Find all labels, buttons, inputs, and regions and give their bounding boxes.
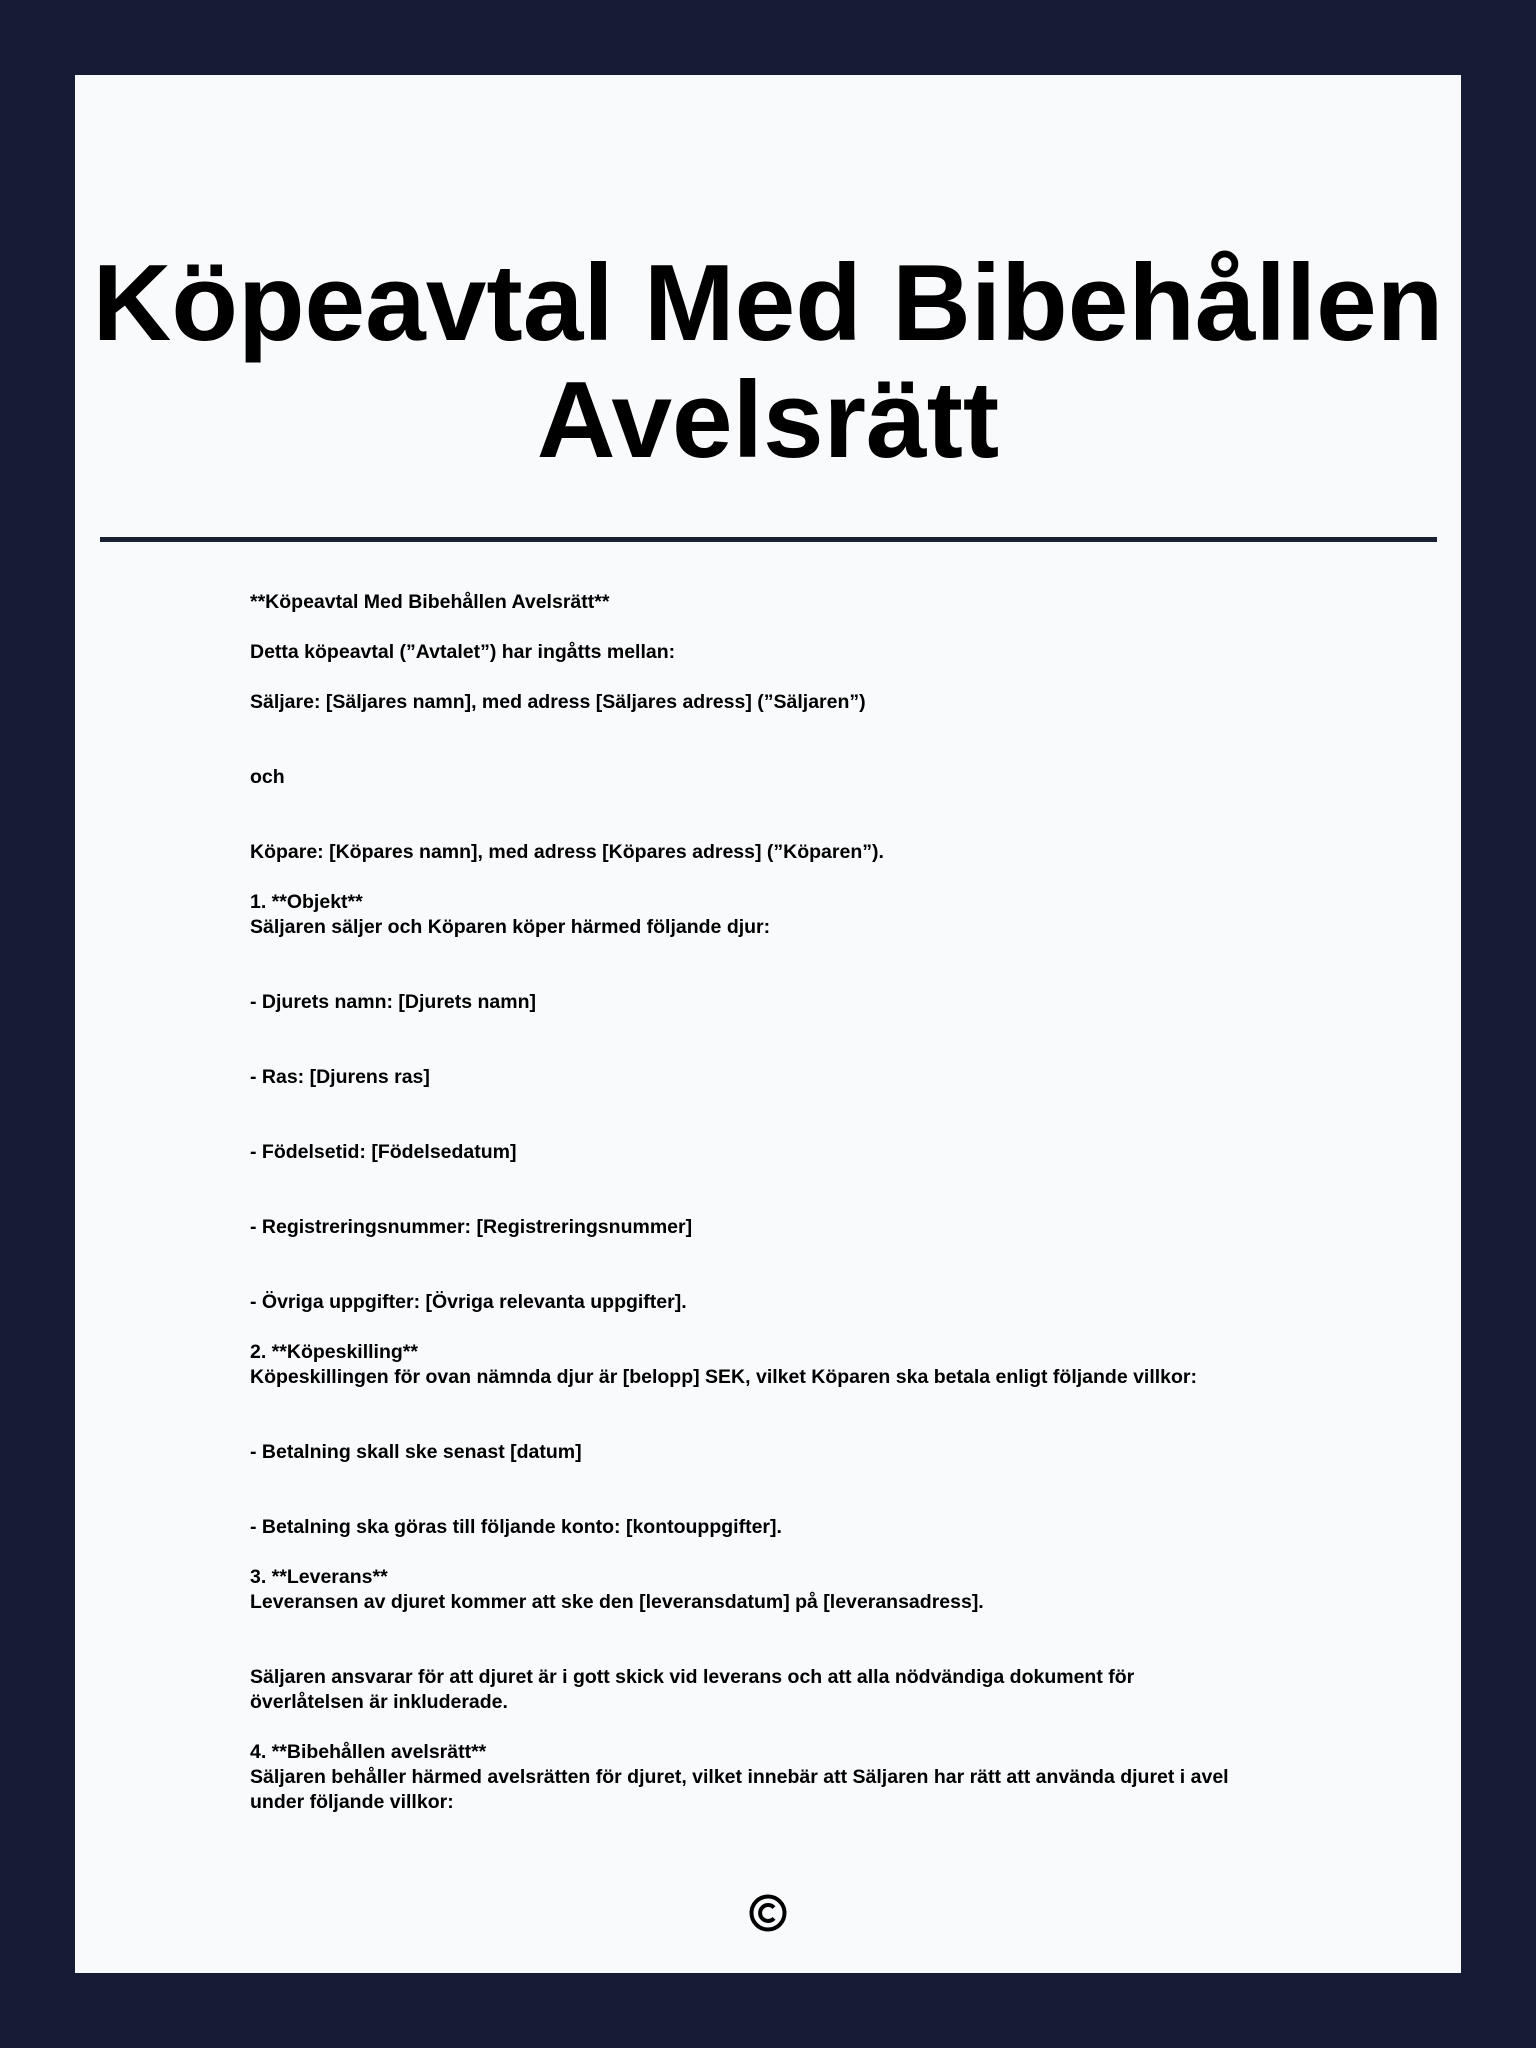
section-2-text: Köpeskillingen för ovan nämnda djur är [belopp] SEK, vilket Köparen ska betala enligt följande villkor:	[250, 1366, 1198, 1388]
section-1-text: Säljaren säljer och Köparen köper härmed följande djur:	[250, 916, 771, 938]
document-title: Köpeavtal Med Bibehållen Avelsrätt	[92, 242, 1444, 481]
title-divider	[100, 537, 1437, 542]
section-4-heading: 4. **Bibehållen avelsrätt**	[250, 1741, 487, 1763]
list-item: - Betalning ska göras till följande konto: [kontouppgifter].	[250, 1516, 782, 1538]
list-item: - Registreringsnummer: [Registreringsnummer]	[250, 1216, 693, 1238]
page-footer	[75, 1893, 1461, 1938]
heading-line: **Köpeavtal Med Bibehållen Avelsrätt**	[250, 591, 610, 613]
section-3-paragraph: överlåtelsen är inkluderade.	[250, 1691, 508, 1713]
list-item: - Djurets namn: [Djurets namn]	[250, 991, 537, 1013]
section-2-heading: 2. **Köpeskilling**	[250, 1341, 418, 1363]
section-3-paragraph: Säljaren ansvarar för att djuret är i gott skick vid leverans och att alla nödvändiga dokument för	[250, 1666, 1135, 1688]
list-item: - Betalning skall ske senast [datum]	[250, 1441, 582, 1463]
document-page	[75, 75, 1461, 1973]
intro-line: Detta köpeavtal (”Avtalet”) har ingåtts mellan:	[250, 641, 676, 663]
list-item: - Ras: [Djurens ras]	[250, 1066, 430, 1088]
copyright-icon	[748, 1893, 788, 1933]
list-item: - Övriga uppgifter: [Övriga relevanta uppgifter].	[250, 1291, 687, 1313]
section-1-heading: 1. **Objekt**	[250, 891, 363, 913]
and-line: och	[250, 766, 285, 788]
list-item: - Födelsetid: [Födelsedatum]	[250, 1141, 517, 1163]
buyer-line: Köpare: [Köpares namn], med adress [Köpares adress] (”Köparen”).	[250, 841, 884, 863]
seller-line: Säljare: [Säljares namn], med adress [Säljares adress] (”Säljaren”)	[250, 691, 866, 713]
section-3-text: Leveransen av djuret kommer att ske den [leveransdatum] på [leveransadress].	[250, 1591, 984, 1613]
section-3-heading: 3. **Leverans**	[250, 1566, 388, 1588]
section-4-text: Säljaren behåller härmed avelsrätten för djuret, vilket innebär att Säljaren har rätt att använda djuret i avel	[250, 1766, 1229, 1788]
section-4-text: under följande villkor:	[250, 1791, 454, 1813]
